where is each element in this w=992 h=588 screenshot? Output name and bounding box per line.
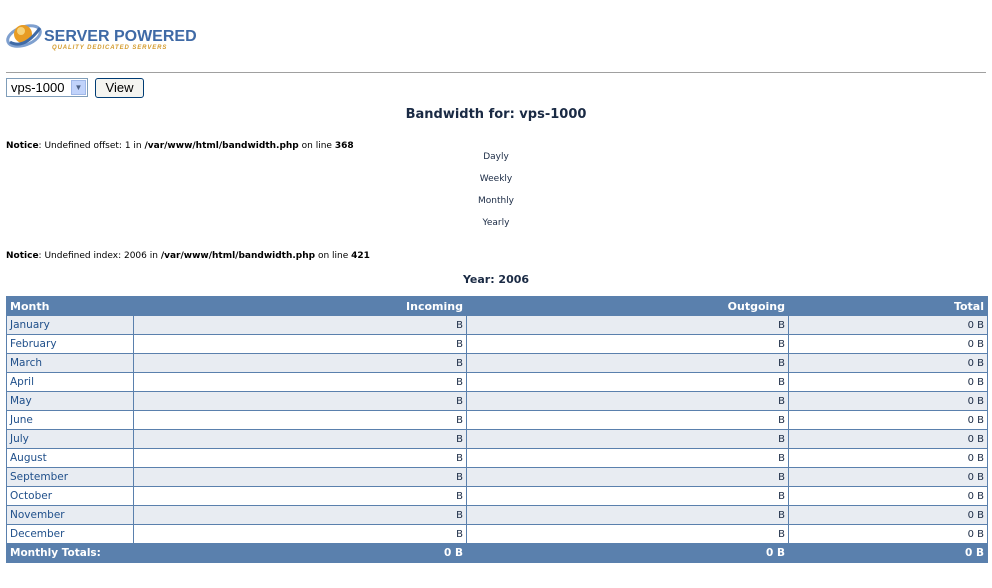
notice-path: /var/www/html/bandwidth.php: [160, 251, 316, 261]
table-row: [7, 316, 988, 335]
month-cell[interactable]: March: [7, 354, 134, 373]
notice-label: Notice: [6, 141, 39, 151]
table-row: [7, 392, 988, 411]
notice-text: : Undefined offset: 1 in: [38, 141, 145, 151]
table-row: [7, 449, 988, 468]
notice-line: 368: [334, 141, 354, 151]
table-row: [7, 525, 988, 544]
total-cell: 0 B: [789, 392, 988, 411]
total-cell: 0 B: [789, 411, 988, 430]
totals-incoming: 0 B: [134, 544, 467, 563]
outgoing-cell: B: [467, 392, 789, 411]
total-cell: 0 B: [789, 354, 988, 373]
incoming-cell: B: [134, 506, 467, 525]
outgoing-cell: B: [467, 525, 789, 544]
logo-emblem-icon: [6, 14, 46, 54]
month-cell[interactable]: June: [7, 411, 134, 430]
table-row: [7, 373, 988, 392]
month-cell[interactable]: October: [7, 487, 134, 506]
table-row: [7, 411, 988, 430]
outgoing-cell: B: [467, 487, 789, 506]
php-notice: [6, 251, 370, 261]
incoming-cell: B: [134, 468, 467, 487]
notice-online: on line: [298, 141, 335, 151]
total-cell: 0 B: [789, 430, 988, 449]
outgoing-cell: B: [467, 411, 789, 430]
table-header-row: [7, 297, 988, 316]
total-cell: 0 B: [789, 449, 988, 468]
period-monthly-link[interactable]: Monthly: [477, 196, 515, 206]
table-row: [7, 506, 988, 525]
incoming-cell: B: [134, 392, 467, 411]
incoming-cell: B: [134, 430, 467, 449]
outgoing-cell: B: [467, 468, 789, 487]
month-cell[interactable]: August: [7, 449, 134, 468]
incoming-cell: B: [134, 449, 467, 468]
outgoing-cell: B: [467, 335, 789, 354]
view-button[interactable]: View: [95, 78, 144, 98]
year-heading: Year: 2006: [462, 273, 530, 286]
column-header-incoming: Incoming: [134, 297, 467, 316]
incoming-cell: B: [134, 316, 467, 335]
outgoing-cell: B: [467, 506, 789, 525]
total-cell: 0 B: [789, 468, 988, 487]
page-title: Bandwidth for: vps-1000: [405, 107, 587, 122]
month-cell[interactable]: December: [7, 525, 134, 544]
total-cell: 0 B: [789, 335, 988, 354]
outgoing-cell: B: [467, 373, 789, 392]
chevron-down-icon[interactable]: ▼: [71, 80, 86, 95]
table-row: [7, 468, 988, 487]
period-yearly-link[interactable]: Yearly: [482, 218, 510, 228]
total-cell: 0 B: [789, 506, 988, 525]
incoming-cell: B: [134, 411, 467, 430]
period-weekly-link[interactable]: Weekly: [479, 174, 513, 184]
month-cell[interactable]: May: [7, 392, 134, 411]
outgoing-cell: B: [467, 430, 789, 449]
column-header-total: Total: [789, 297, 988, 316]
outgoing-cell: B: [467, 316, 789, 335]
month-cell[interactable]: July: [7, 430, 134, 449]
column-header-outgoing: Outgoing: [467, 297, 789, 316]
table-row: [7, 335, 988, 354]
total-cell: 0 B: [789, 487, 988, 506]
table-row: [7, 487, 988, 506]
logo-tagline: QUALITY DEDICATED SERVERS: [52, 45, 168, 51]
notice-online: on line: [315, 251, 352, 261]
notice-label: Notice: [6, 251, 39, 261]
header-divider: [6, 72, 986, 73]
total-cell: 0 B: [789, 373, 988, 392]
server-powered-logo: [6, 14, 206, 56]
totals-outgoing: 0 B: [467, 544, 789, 563]
table-row: [7, 430, 988, 449]
total-cell: 0 B: [789, 525, 988, 544]
notice-line: 421: [351, 251, 370, 261]
incoming-cell: B: [134, 373, 467, 392]
php-notice: [6, 141, 354, 151]
incoming-cell: B: [134, 335, 467, 354]
totals-total: 0 B: [789, 544, 988, 563]
month-cell[interactable]: January: [7, 316, 134, 335]
total-cell: 0 B: [789, 316, 988, 335]
outgoing-cell: B: [467, 449, 789, 468]
month-cell[interactable]: September: [7, 468, 134, 487]
period-daily-link[interactable]: Dayly: [483, 152, 509, 162]
month-cell[interactable]: April: [7, 373, 134, 392]
table-row: [7, 354, 988, 373]
server-select-value: vps-1000: [11, 80, 65, 95]
column-header-month: Month: [7, 297, 134, 316]
month-cell[interactable]: November: [7, 506, 134, 525]
server-select[interactable]: [6, 78, 88, 97]
incoming-cell: B: [134, 487, 467, 506]
incoming-cell: B: [134, 354, 467, 373]
totals-label: Monthly Totals:: [7, 544, 134, 563]
logo-name: SERVER POWERED: [44, 28, 197, 45]
totals-row: [7, 544, 988, 563]
notice-text: : Undefined index: 2006 in: [38, 251, 161, 261]
incoming-cell: B: [134, 525, 467, 544]
outgoing-cell: B: [467, 354, 789, 373]
notice-path: /var/www/html/bandwidth.php: [144, 141, 299, 151]
bandwidth-table: [6, 296, 988, 563]
month-cell[interactable]: February: [7, 335, 134, 354]
